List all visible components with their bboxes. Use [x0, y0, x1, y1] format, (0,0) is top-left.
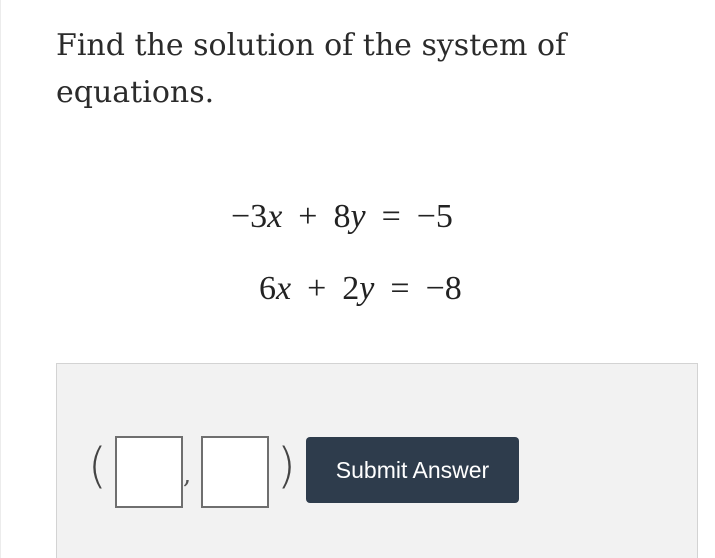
equation-2-rhs: −8: [425, 270, 462, 307]
equation-2-lhs: [259, 270, 291, 308]
equation-1-rhs: −5: [416, 198, 453, 235]
equation-1-lhs: [231, 198, 282, 236]
equation-1: [231, 198, 453, 236]
equation-2-var-y: y: [359, 270, 375, 307]
equation-1-equals: =: [381, 198, 401, 235]
question-prompt: Find the solution of the system of equations.: [56, 28, 567, 110]
close-paren: ): [277, 438, 296, 494]
equation-1-coef-y: 8: [333, 198, 351, 235]
equation-1-var-y: y: [350, 198, 366, 235]
equation-1-coef-x: −3: [231, 198, 268, 235]
equation-1-plus: +: [298, 198, 318, 235]
equation-2-coef-x: 6: [259, 270, 276, 307]
x-answer-input[interactable]: [115, 436, 183, 508]
equation-2-equals: =: [390, 270, 410, 307]
equation-2: [259, 270, 462, 308]
comma-separator: ,: [183, 460, 192, 490]
open-paren: (: [88, 438, 107, 494]
equation-2-var-x: x: [276, 270, 292, 307]
equation-2-plus: +: [307, 270, 327, 307]
equation-1-var-x: x: [267, 198, 283, 235]
submit-answer-button[interactable]: Submit Answer: [306, 437, 519, 503]
equation-2-coef-y: 2: [342, 270, 360, 307]
y-answer-input[interactable]: [201, 436, 269, 508]
